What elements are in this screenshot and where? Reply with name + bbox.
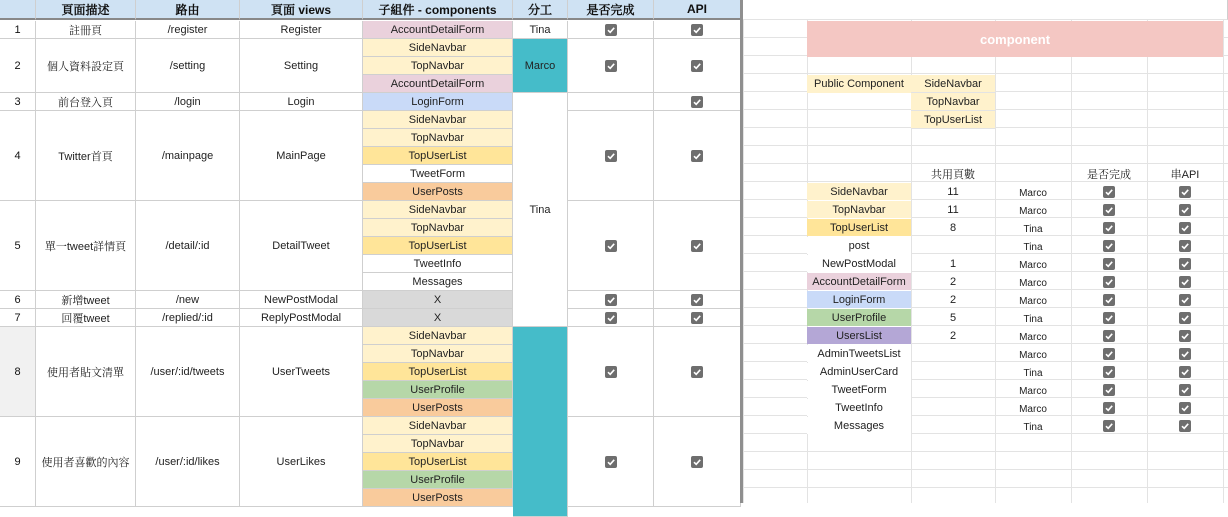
check-icon <box>1104 331 1114 341</box>
component-done-cell <box>1071 273 1147 291</box>
assignee-cell: Marco <box>513 39 568 93</box>
check-icon <box>606 61 616 71</box>
route-cell: /new <box>136 291 240 309</box>
frozen-divider[interactable] <box>740 0 743 503</box>
check-icon <box>1180 331 1190 341</box>
page-description: 個人資料設定頁 <box>36 39 136 93</box>
row-number[interactable]: 4 <box>0 111 36 201</box>
done-cell <box>568 93 654 111</box>
component-name: AdminTweetsList <box>807 345 911 362</box>
component-api-cell <box>1147 381 1223 399</box>
component-done-cell <box>1071 417 1147 435</box>
component-owner: Marco <box>1019 350 1047 361</box>
component-cell: TopNavbar <box>363 219 513 237</box>
component-name: Messages <box>807 417 911 434</box>
component-api-cell <box>1147 399 1223 417</box>
public-component-item: TopNavbar <box>911 93 995 111</box>
check-icon <box>692 61 702 71</box>
component-cell: SideNavbar <box>363 111 513 129</box>
component-done-checkbox[interactable] <box>1103 204 1115 216</box>
component-done-cell <box>1071 237 1147 255</box>
view-cell: UserTweets <box>240 327 363 417</box>
component-done-cell <box>1071 363 1147 381</box>
component-cell: TopUserList <box>363 453 513 471</box>
check-icon <box>1180 403 1190 413</box>
view-cell: MainPage <box>240 111 363 201</box>
done-checkbox[interactable] <box>605 240 617 252</box>
component-name: UserProfile <box>807 309 911 326</box>
component-done-checkbox[interactable] <box>1103 402 1115 414</box>
shared-pages-count: 11 <box>947 204 959 216</box>
component-api-cell <box>1147 327 1223 345</box>
component-cell: TopUserList <box>363 363 513 381</box>
done-cell <box>568 291 654 309</box>
component-cell: TopUserList <box>363 147 513 165</box>
route-cell: /detail/:id <box>136 201 240 291</box>
shared-pages-count <box>911 399 995 417</box>
api-checkbox[interactable] <box>691 150 703 162</box>
shared-pages-count <box>911 381 995 399</box>
check-icon <box>606 457 616 467</box>
column-header[interactable]: 頁面 views <box>240 0 363 20</box>
api-checkbox[interactable] <box>691 96 703 108</box>
api-cell <box>654 417 741 507</box>
row-number[interactable]: 1 <box>0 21 36 39</box>
check-icon <box>1104 403 1114 413</box>
component-api-checkbox[interactable] <box>1179 312 1191 324</box>
component-owner: Tina <box>1023 314 1043 325</box>
component-done-checkbox[interactable] <box>1103 258 1115 270</box>
component-name: TweetForm <box>807 381 911 398</box>
api-checkbox[interactable] <box>691 312 703 324</box>
component-name: AccountDetailForm <box>807 273 911 290</box>
shared-pages-count: 1 <box>949 258 957 270</box>
assignee-cell <box>513 327 568 517</box>
component-cell: UserProfile <box>363 471 513 489</box>
api-checkbox[interactable] <box>691 456 703 468</box>
component-done-checkbox[interactable] <box>1103 240 1115 252</box>
api-cell <box>654 327 741 417</box>
component-name: SideNavbar <box>807 183 911 200</box>
assignee-cell: Tina <box>513 21 568 39</box>
column-header[interactable]: 分工 <box>513 0 568 20</box>
public-component-item: TopUserList <box>911 111 995 129</box>
component-cell: X <box>363 291 513 309</box>
component-api-cell <box>1147 183 1223 201</box>
shared-pages-count <box>911 363 995 381</box>
component-done-cell <box>1071 309 1147 327</box>
component-name: post <box>807 237 911 254</box>
page-description: Twitter首頁 <box>36 111 136 201</box>
component-api-checkbox[interactable] <box>1179 330 1191 342</box>
component-done-checkbox[interactable] <box>1103 186 1115 198</box>
component-api-cell <box>1147 237 1223 255</box>
check-icon <box>692 313 702 323</box>
route-cell: /user/:id/likes <box>136 417 240 507</box>
page-description: 前台登入頁 <box>36 93 136 111</box>
shared-pages-count: 5 <box>949 312 957 324</box>
component-done-checkbox[interactable] <box>1103 276 1115 288</box>
component-cell: SideNavbar <box>363 327 513 345</box>
component-cell: UserPosts <box>363 399 513 417</box>
component-owner: Marco <box>1019 260 1047 271</box>
route-cell: /setting <box>136 39 240 93</box>
component-banner: component <box>807 21 1223 57</box>
column-header[interactable]: 子組件 - components <box>363 0 513 20</box>
component-cell: TopNavbar <box>363 345 513 363</box>
component-api-checkbox[interactable] <box>1179 348 1191 360</box>
component-api-checkbox[interactable] <box>1179 420 1191 432</box>
component-cell: TopNavbar <box>363 57 513 75</box>
shared-pages-count: 2 <box>949 330 957 342</box>
check-icon <box>606 25 616 35</box>
component-owner: Marco <box>1019 386 1047 397</box>
grid-line <box>743 0 744 503</box>
component-cell: AccountDetailForm <box>363 75 513 93</box>
api-checkbox[interactable] <box>691 294 703 306</box>
check-icon <box>692 151 702 161</box>
component-owner: Marco <box>1019 188 1047 199</box>
route-cell: /login <box>136 93 240 111</box>
done-cell <box>568 417 654 507</box>
component-cell: UserPosts <box>363 183 513 201</box>
route-cell: /replied/:id <box>136 309 240 327</box>
public-component-label: Public Component <box>807 75 911 93</box>
check-icon <box>1104 241 1114 251</box>
component-owner: Marco <box>1019 296 1047 307</box>
component-api-cell <box>1147 201 1223 219</box>
component-done-checkbox[interactable] <box>1103 222 1115 234</box>
api-cell <box>654 93 741 111</box>
check-icon <box>1180 241 1190 251</box>
component-cell: UserPosts <box>363 489 513 507</box>
component-api-cell <box>1147 345 1223 363</box>
api-header: 串API <box>1170 169 1200 181</box>
row-number[interactable]: 2 <box>0 39 36 93</box>
component-owner: Tina <box>1023 422 1043 433</box>
component-api-cell <box>1147 219 1223 237</box>
check-icon <box>692 295 702 305</box>
header-strip <box>743 0 1228 20</box>
component-cell: SideNavbar <box>363 39 513 57</box>
check-icon <box>1104 187 1114 197</box>
component-done-checkbox[interactable] <box>1103 366 1115 378</box>
grid-line <box>743 163 1228 164</box>
corner-cell <box>0 0 36 20</box>
check-icon <box>1180 295 1190 305</box>
component-api-checkbox[interactable] <box>1179 402 1191 414</box>
grid-line <box>1223 0 1224 503</box>
component-api-cell <box>1147 363 1223 381</box>
component-name: LoginForm <box>807 291 911 308</box>
check-icon <box>1180 421 1190 431</box>
component-cell: TopNavbar <box>363 129 513 147</box>
component-api-checkbox[interactable] <box>1179 258 1191 270</box>
component-done-cell <box>1071 201 1147 219</box>
shared-pages-header: 共用頁數 <box>931 169 975 181</box>
column-header[interactable]: 是否完成 <box>568 0 654 20</box>
component-done-cell <box>1071 255 1147 273</box>
api-cell <box>654 111 741 201</box>
component-name: TopNavbar <box>807 201 911 218</box>
column-header[interactable]: 頁面描述 <box>36 0 136 20</box>
check-icon <box>606 151 616 161</box>
view-cell: ReplyPostModal <box>240 309 363 327</box>
check-icon <box>692 457 702 467</box>
component-done-cell <box>1071 381 1147 399</box>
component-done-cell <box>1071 183 1147 201</box>
done-cell <box>568 327 654 417</box>
shared-pages-count: 11 <box>947 186 959 198</box>
check-icon <box>1104 367 1114 377</box>
assignee-cell: Tina <box>513 93 568 327</box>
api-cell <box>654 21 741 39</box>
api-checkbox[interactable] <box>691 366 703 378</box>
api-cell <box>654 309 741 327</box>
component-owner: Marco <box>1019 278 1047 289</box>
check-icon <box>1180 313 1190 323</box>
component-cell: TopNavbar <box>363 435 513 453</box>
component-api-cell <box>1147 273 1223 291</box>
component-api-cell <box>1147 255 1223 273</box>
component-done-checkbox[interactable] <box>1103 348 1115 360</box>
component-cell: Messages <box>363 273 513 291</box>
component-done-cell <box>1071 291 1147 309</box>
component-cell: TweetInfo <box>363 255 513 273</box>
component-name: NewPostModal <box>807 255 911 272</box>
component-done-checkbox[interactable] <box>1103 312 1115 324</box>
check-icon <box>606 241 616 251</box>
check-icon <box>1180 259 1190 269</box>
component-name: AdminUserCard <box>807 363 911 380</box>
shared-pages-count: 8 <box>949 222 957 234</box>
api-cell <box>654 201 741 291</box>
route-cell: /user/:id/tweets <box>136 327 240 417</box>
component-name: UsersList <box>807 327 911 344</box>
component-done-checkbox[interactable] <box>1103 420 1115 432</box>
view-cell: UserLikes <box>240 417 363 507</box>
done-checkbox[interactable] <box>605 366 617 378</box>
check-icon <box>1104 295 1114 305</box>
component-api-checkbox[interactable] <box>1179 276 1191 288</box>
check-icon <box>1104 205 1114 215</box>
check-icon <box>606 313 616 323</box>
row-number[interactable]: 9 <box>0 417 36 507</box>
shared-pages-count: 2 <box>949 294 957 306</box>
api-checkbox[interactable] <box>691 60 703 72</box>
check-icon <box>1104 385 1114 395</box>
view-cell: Setting <box>240 39 363 93</box>
component-done-checkbox[interactable] <box>1103 330 1115 342</box>
component-owner: Marco <box>1019 332 1047 343</box>
check-icon <box>1180 367 1190 377</box>
component-owner: Tina <box>1023 368 1043 379</box>
row-number[interactable]: 6 <box>0 291 36 309</box>
check-icon <box>1180 223 1190 233</box>
page-description: 新增tweet <box>36 291 136 309</box>
check-icon <box>1180 277 1190 287</box>
column-header[interactable]: 路由 <box>136 0 240 20</box>
component-done-cell <box>1071 327 1147 345</box>
page-description: 單一tweet詳情頁 <box>36 201 136 291</box>
component-api-checkbox[interactable] <box>1179 366 1191 378</box>
component-api-checkbox[interactable] <box>1179 240 1191 252</box>
component-cell: X <box>363 309 513 327</box>
page-description: 使用者喜歡的內容 <box>36 417 136 507</box>
component-api-cell <box>1147 417 1223 435</box>
component-cell: UserProfile <box>363 381 513 399</box>
check-icon <box>1104 349 1114 359</box>
check-icon <box>606 295 616 305</box>
done-checkbox[interactable] <box>605 60 617 72</box>
shared-pages-count: 2 <box>949 276 957 288</box>
done-checkbox[interactable] <box>605 294 617 306</box>
row-number[interactable]: 8 <box>0 327 36 417</box>
component-api-checkbox[interactable] <box>1179 294 1191 306</box>
view-cell: DetailTweet <box>240 201 363 291</box>
api-cell <box>654 291 741 309</box>
component-api-cell <box>1147 309 1223 327</box>
page-description: 註冊頁 <box>36 21 136 39</box>
grid-line <box>743 487 1228 488</box>
component-api-checkbox[interactable] <box>1179 204 1191 216</box>
check-icon <box>1104 421 1114 431</box>
check-icon <box>1180 349 1190 359</box>
grid-line <box>743 73 1228 74</box>
check-icon <box>1180 187 1190 197</box>
page-description: 回覆tweet <box>36 309 136 327</box>
api-checkbox[interactable] <box>691 24 703 36</box>
check-icon <box>1104 259 1114 269</box>
done-checkbox[interactable] <box>605 24 617 36</box>
check-icon <box>692 97 702 107</box>
grid-line <box>743 145 1228 146</box>
check-icon <box>692 367 702 377</box>
row-number[interactable]: 3 <box>0 93 36 111</box>
component-done-cell <box>1071 399 1147 417</box>
route-cell: /mainpage <box>136 111 240 201</box>
component-name: TweetInfo <box>807 399 911 416</box>
check-icon <box>1180 205 1190 215</box>
done-checkbox[interactable] <box>605 312 617 324</box>
public-component-item: SideNavbar <box>911 75 995 93</box>
component-cell: SideNavbar <box>363 201 513 219</box>
grid-line <box>743 451 1228 452</box>
check-icon <box>692 241 702 251</box>
done-cell <box>568 201 654 291</box>
component-api-checkbox[interactable] <box>1179 222 1191 234</box>
column-header[interactable]: API <box>654 0 741 20</box>
row-number[interactable]: 5 <box>0 201 36 291</box>
component-api-checkbox[interactable] <box>1179 186 1191 198</box>
component-cell: TweetForm <box>363 165 513 183</box>
check-icon <box>1104 313 1114 323</box>
component-owner: Tina <box>1023 224 1043 235</box>
route-cell: /register <box>136 21 240 39</box>
done-checkbox[interactable] <box>605 150 617 162</box>
page-description: 使用者貼文清單 <box>36 327 136 417</box>
done-cell <box>568 21 654 39</box>
shared-pages-count <box>911 237 995 255</box>
component-owner: Marco <box>1019 206 1047 217</box>
grid-line <box>743 469 1228 470</box>
check-icon <box>692 25 702 35</box>
done-header: 是否完成 <box>1087 169 1131 181</box>
check-icon <box>606 367 616 377</box>
api-cell <box>654 39 741 93</box>
component-name: TopUserList <box>807 219 911 236</box>
done-cell <box>568 309 654 327</box>
done-cell <box>568 111 654 201</box>
component-done-cell <box>1071 345 1147 363</box>
check-icon <box>1180 385 1190 395</box>
api-checkbox[interactable] <box>691 240 703 252</box>
component-cell: AccountDetailForm <box>363 21 513 39</box>
view-cell: Login <box>240 93 363 111</box>
component-api-checkbox[interactable] <box>1179 384 1191 396</box>
component-cell: LoginForm <box>363 93 513 111</box>
shared-pages-count <box>911 345 995 363</box>
check-icon <box>1104 223 1114 233</box>
view-cell: Register <box>240 21 363 39</box>
component-done-checkbox[interactable] <box>1103 294 1115 306</box>
done-checkbox[interactable] <box>605 456 617 468</box>
component-owner: Tina <box>1023 242 1043 253</box>
component-done-cell <box>1071 219 1147 237</box>
component-cell: SideNavbar <box>363 417 513 435</box>
done-cell <box>568 39 654 93</box>
component-api-cell <box>1147 291 1223 309</box>
component-cell: TopUserList <box>363 237 513 255</box>
component-owner: Marco <box>1019 404 1047 415</box>
component-done-checkbox[interactable] <box>1103 384 1115 396</box>
view-cell: NewPostModal <box>240 291 363 309</box>
check-icon <box>1104 277 1114 287</box>
shared-pages-count <box>911 417 995 435</box>
row-number[interactable]: 7 <box>0 309 36 327</box>
